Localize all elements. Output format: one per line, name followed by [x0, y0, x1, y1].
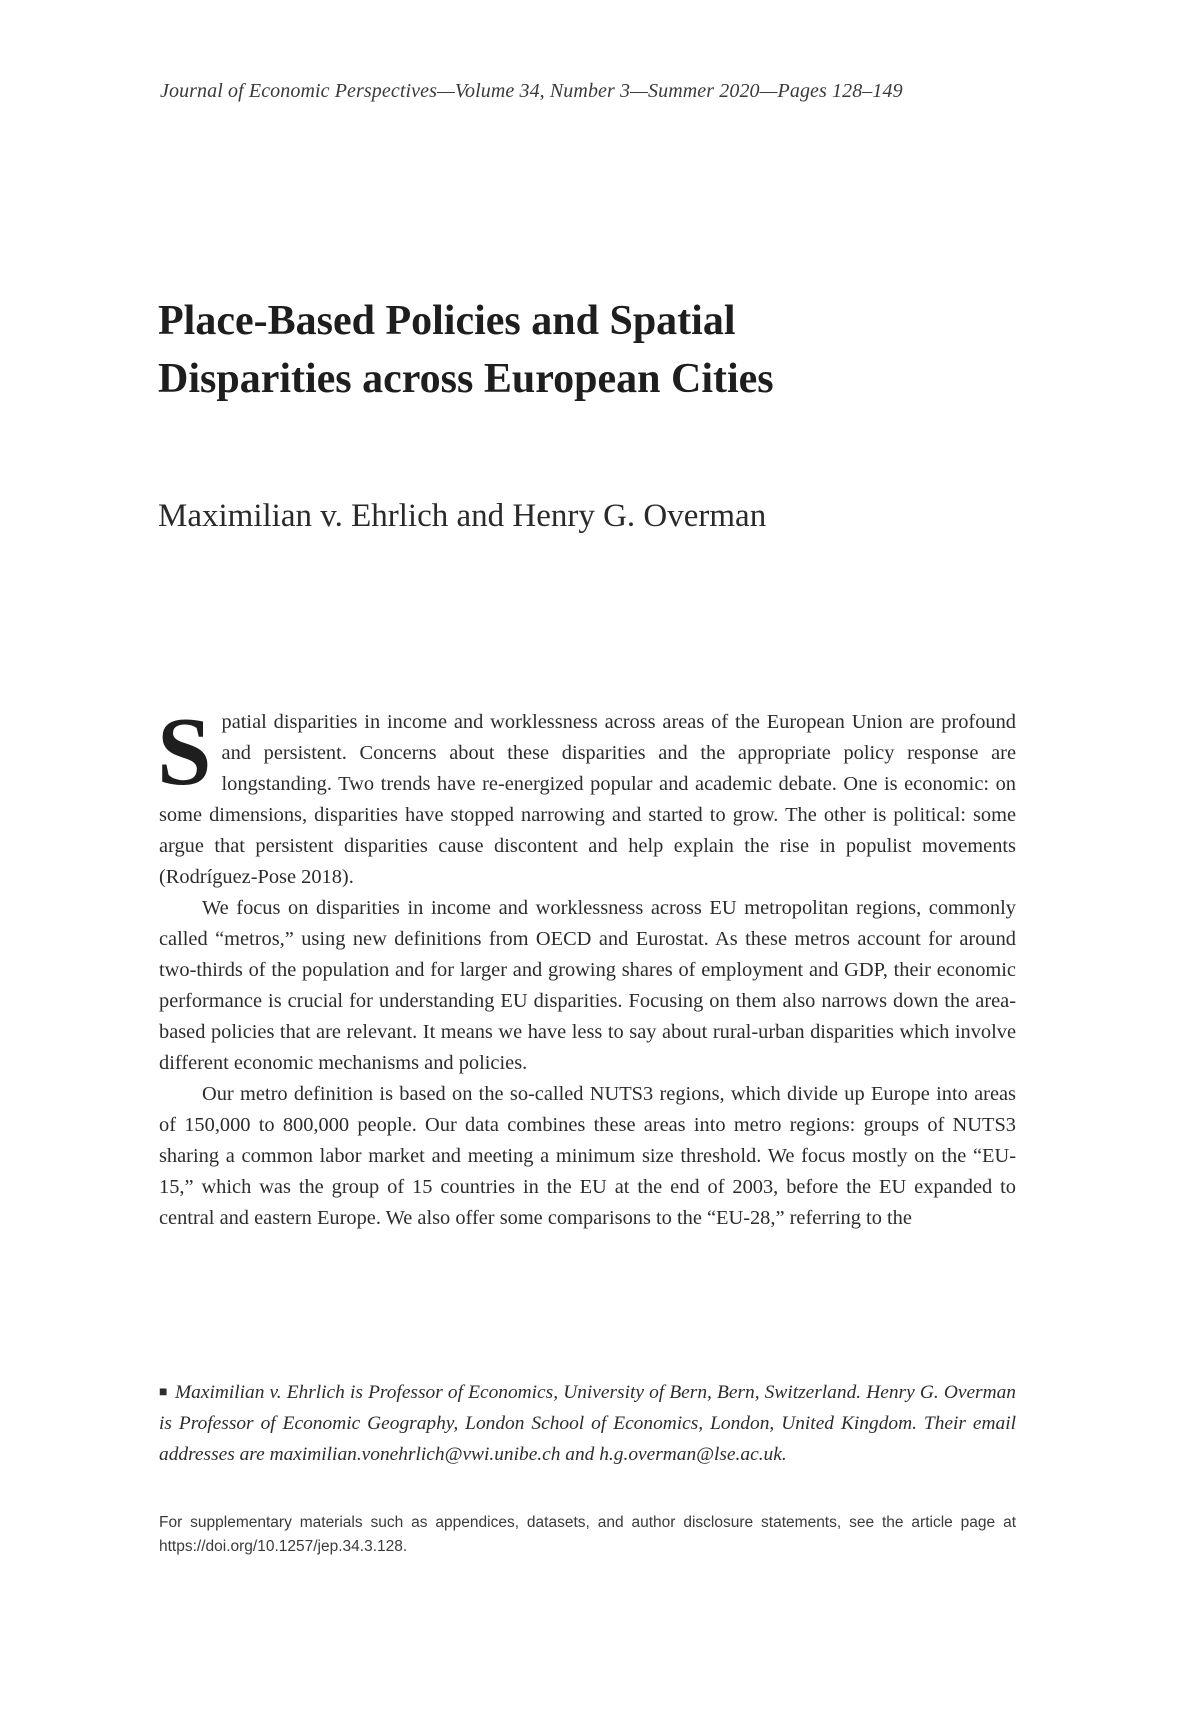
article-title-line-1: Place-Based Policies and Spatial: [158, 298, 736, 344]
footnote-bullet-icon: ■: [159, 1385, 168, 1400]
drop-cap: S: [157, 698, 212, 806]
article-title: [158, 292, 1058, 408]
body-paragraph-1-text: patial disparities in income and worklessness across areas of the European Union are profound and persistent. Concerns about these disparities and the appropriate policy response are longstanding. Two trends have re-energized popular and academic debate. One is economic: on some dimensions, disparities have stopped narrowing and started to grow. The other is political: some argue that persistent disparities cause discontent and help explain the rise in populist movements (Rodríguez-Pose 2018).: [159, 711, 1016, 888]
author-footnote-text: Maximilian v. Ehrlich is Professor of Economics, University of Bern, Bern, Switzerland. Henry G. Overman is Professor of Economic Geography, London School of Economics, London, United Kingdom. Their email addresses are maximilian.vonehrlich@vwi.unibe.ch and h.g.overman@lse.ac.uk.: [159, 1382, 1016, 1465]
article-title-line-2: Disparities across European Cities: [158, 356, 774, 402]
body-paragraph-2: We focus on disparities in income and worklessness across EU metropolitan regions, commonly called “metros,” using new definitions from OECD and Eurostat. As these metros account for around two-thirds of the population and for larger and growing shares of employment and GDP, their economic performance is crucial for understanding EU disparities. Focusing on them also narrows down the area-based policies that are relevant. It means we have less to say about rural-urban disparities which involve different economic mechanisms and policies.: [159, 897, 1016, 1074]
article-authors: Maximilian v. Ehrlich and Henry G. Overman: [158, 498, 767, 534]
author-footnote: [159, 1377, 1016, 1470]
journal-header: Journal of Economic Perspectives—Volume 34, Number 3—Summer 2020—Pages 128–149: [160, 80, 903, 102]
body-paragraph-1: [157, 698, 1016, 893]
supplementary-note: For supplementary materials such as appendices, datasets, and author disclosure statements, see the article page at https://doi.org/10.1257/jep.34.3.128.: [159, 1514, 1016, 1555]
body-paragraph-3: Our metro definition is based on the so-called NUTS3 regions, which divide up Europe into areas of 150,000 to 800,000 people. Our data combines these areas into metro regions: groups of NUTS3 sharing a common labor market and meeting a minimum size threshold. We focus mostly on the “EU-15,” which was the group of 15 countries in the EU at the end of 2003, before the EU expanded to central and eastern Europe. We also offer some comparisons to the “EU-28,” referring to the: [159, 1083, 1016, 1229]
article-body: [157, 698, 1016, 1234]
